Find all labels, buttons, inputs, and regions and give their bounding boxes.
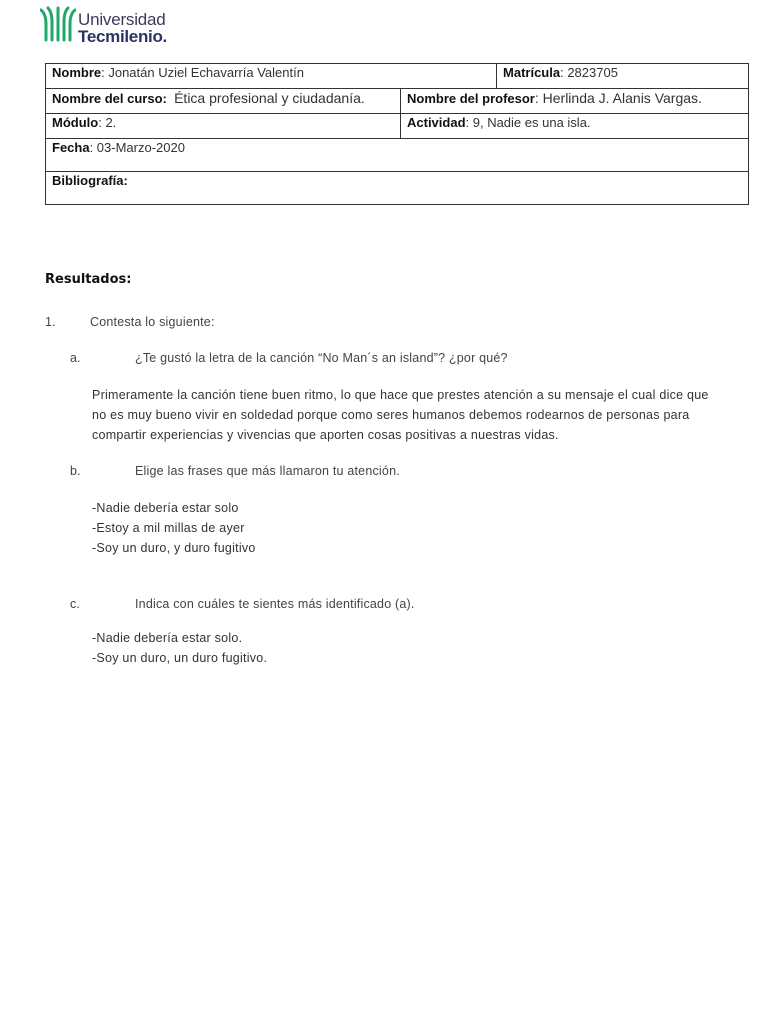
profesor-value: : Herlinda J. Alanis Vargas. [534,90,702,106]
item-1-number: 1. [45,315,56,329]
student-info-table [45,63,749,205]
question-b-text: Elige las frases que más llamaron tu atención. [135,464,400,478]
modulo-value: : 2. [98,115,117,130]
question-a-letter: a. [70,351,81,365]
nombre-value: : Jonatán Uziel Echavarría Valentín [101,65,304,80]
modulo-label: Módulo [52,115,99,130]
actividad-value: : 9, Nadie es una isla. [465,115,591,130]
nombre-cell [46,64,497,89]
item-1-text: Contesta lo siguiente: [90,315,215,329]
answer-c-line: -Soy un duro, un duro fugitivo. [92,651,268,665]
profesor-cell [401,89,749,114]
table-row [46,89,749,114]
answer-a-line: Primeramente la canción tiene buen ritmo, lo que hace que prestes atención a su mensaje el cual dice que [92,388,709,402]
university-logo [40,6,220,46]
nombre-label: Nombre [52,65,102,80]
answer-c-line: -Nadie debería estar solo. [92,631,243,645]
question-b-letter: b. [70,464,81,478]
resultados-heading: Resultados: [45,272,132,287]
modulo-cell [46,114,401,139]
table-row [46,139,749,172]
matricula-value: : 2823705 [560,65,618,80]
answer-b-line: -Soy un duro, y duro fugitivo [92,541,256,555]
fecha-value: : 03-Marzo-2020 [89,140,185,155]
matricula-cell [497,64,749,89]
answer-a-line: no es muy bueno vivir en soldedad porque como seres humanos debemos rodearnos de personas para [92,408,690,422]
answer-b [92,498,732,558]
fecha-cell [46,139,749,172]
table-row [46,114,749,139]
matricula-label: Matrícula [503,65,561,80]
answer-c [92,628,732,668]
actividad-cell [401,114,749,139]
logo-reg-mark: . [162,27,167,46]
bibliografia-cell [46,172,749,205]
answer-a-line: compartir experiencias y vivencias que aporten cosas positivas a nuestras vidas. [92,428,559,442]
answer-b-line: -Nadie debería estar solo [92,501,239,515]
fecha-label: Fecha [52,140,90,155]
curso-label: Nombre del curso: [52,91,167,106]
question-c-text: Indica con cuáles te sientes más identificado (a). [135,597,415,611]
curso-value: Ética profesional y ciudadanía. [174,90,365,106]
actividad-label: Actividad [407,115,466,130]
logo-text-tecmilenio: Tecmilenio. [78,27,167,46]
answer-b-line: -Estoy a mil millas de ayer [92,521,245,535]
profesor-label: Nombre del profesor [407,91,535,106]
bibliografia-label: Bibliografía: [52,173,128,188]
tecmilenio-emblem-icon [40,6,76,42]
question-c-letter: c. [70,597,80,611]
logo-text-universidad: Universidad [78,10,166,29]
question-a-text: ¿Te gustó la letra de la canción “No Man´s an island”? ¿por qué? [135,351,508,365]
answer-a [92,385,732,445]
table-row [46,172,749,205]
curso-cell [46,89,401,114]
table-row [46,64,749,89]
